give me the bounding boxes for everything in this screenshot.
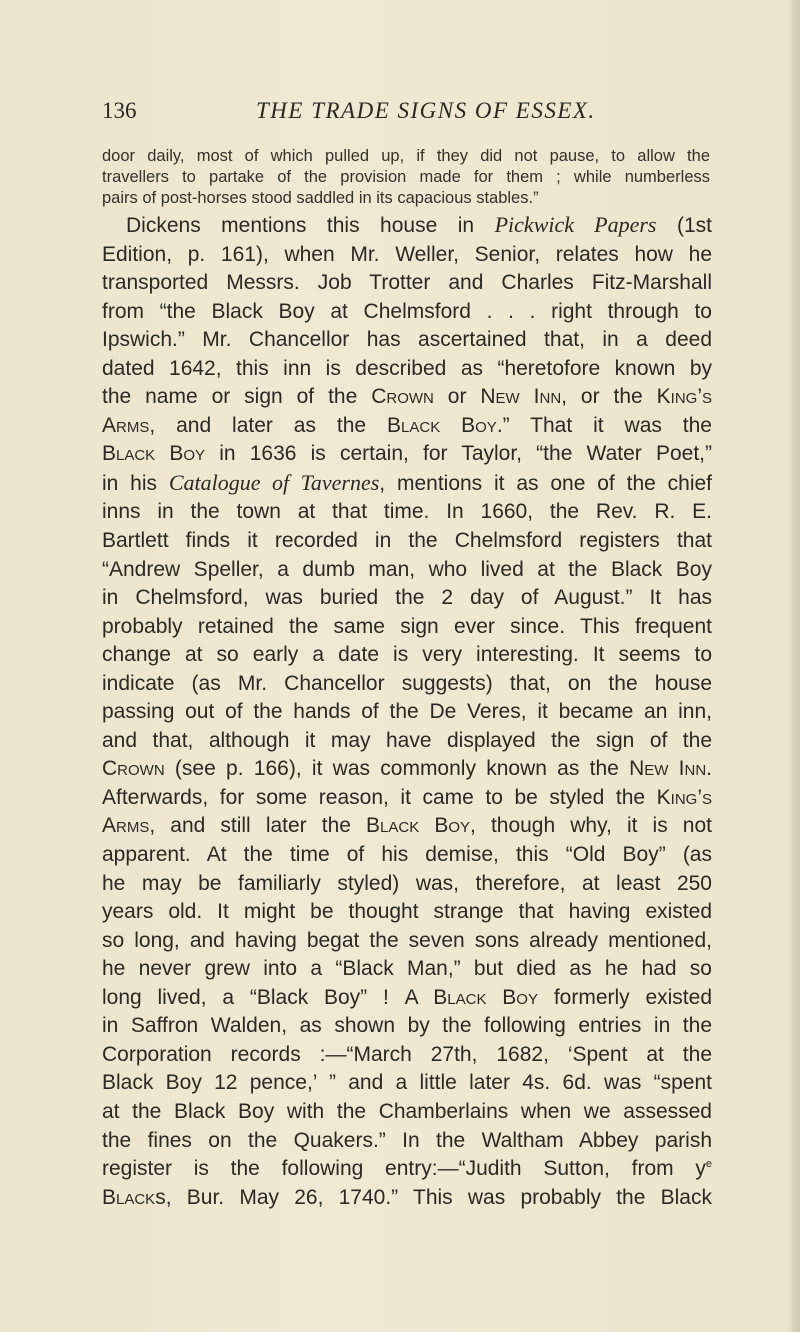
quote-line: pairs of post-horses stood saddled in its capacious stables.” <box>102 189 539 207</box>
text-line: Ipswich.” Mr. Chancellor has ascertained that, in a deed <box>102 328 712 352</box>
text-line: register is the following entry:—“Judith Sutton, from $y^e$ <box>102 1157 712 1181</box>
text-line: Black Boy in 1636 is certain, for Taylor, “the Water Poet,” <box>102 442 712 466</box>
text-line: in Chelmsford, was buried the 2 day of August.” It has <box>102 586 712 610</box>
text-line: Edition, p. 161), when Mr. Weller, Senior, relates how he <box>102 242 712 266</box>
text-line: passing out of the hands of the De Veres, it became an inn, <box>102 700 712 724</box>
text-line: transported Messrs. Job Trotter and Charles Fitz-Marshall <box>102 271 712 295</box>
text-line: in Saffron Walden, as shown by the following entries in the <box>102 1014 712 1038</box>
text-line: dated 1642, this inn is described as “heretofore known by <box>102 356 712 380</box>
text-line: the fines on the Quakers.” In the Waltham Abbey parish <box>102 1128 712 1152</box>
page-number: 136 <box>102 98 137 123</box>
text-line: long lived, a “Black Boy” ! A Black Boy formerly existed <box>102 985 713 1009</box>
text-line: inns in the town at that time. In 1660, the Rev. R. E. <box>102 500 712 524</box>
page-edge-shadow <box>786 0 800 1332</box>
text-line: Corporation records :—“March 27th, 1682, ‘Spent at the <box>102 1042 712 1066</box>
text-line: Crown (see p. 166), it was commonly known as the New Inn. <box>102 757 712 781</box>
text-line: “Andrew Speller, a dumb man, who lived at the Black Boy <box>102 557 712 581</box>
page-header <box>102 98 702 130</box>
text-line: he never grew into a “Black Man,” but died as he had so <box>102 957 712 981</box>
text-line: Dickens mentions this house in Pickwick Papers (1st <box>126 212 712 237</box>
text-line: at the Black Boy with the Chamberlains when we assessed <box>102 1099 712 1123</box>
text-line: and that, although it may have displayed the sign of the <box>102 728 712 752</box>
text-line: change at so early a date is very interesting. It seems to <box>102 643 712 667</box>
text-line: years old. It might be thought strange that having existed <box>102 900 712 924</box>
text-line: apparent. At the time of his demise, this “Old Boy” (as <box>102 843 712 867</box>
text-line: the name or sign of the Crown or New Inn, or the King’s <box>102 385 712 409</box>
text-line: Arms, and still later the Black Boy, though why, it is not <box>102 814 713 838</box>
text-line: probably retained the same sign ever since. This frequent <box>102 614 712 638</box>
running-title: THE TRADE SIGNS OF ESSEX. <box>256 98 596 123</box>
text-line: Black Boy 12 pence,’ ” and a little later 4s. 6d. was “spent <box>102 1071 712 1095</box>
text-line: Blacks, Bur. May 26, 1740.” This was probably the Black <box>102 1185 712 1209</box>
quote-line: travellers to partake of the provision made for them ; while numberless <box>102 168 710 186</box>
text-line: so long, and having begat the seven sons already mentioned, <box>102 928 712 952</box>
text-line: in his Catalogue of Tavernes, mentions it as one of the chief <box>102 469 712 495</box>
text-line: Afterwards, for some reason, it came to be styled the King’s <box>102 785 712 809</box>
text-line: Arms, and later as the Black Boy.” That it was the <box>102 413 712 437</box>
main-paragraph <box>102 211 712 1212</box>
text-line: from “the Black Boy at Chelmsford . . . right through to <box>102 299 712 323</box>
quoted-paragraph <box>102 146 710 209</box>
text-line: he may be familiarly styled) was, therefore, at least 250 <box>102 871 712 895</box>
quote-line: door daily, most of which pulled up, if they did not pause, to allow the <box>102 147 710 165</box>
text-line: indicate (as Mr. Chancellor suggests) that, on the house <box>102 671 712 695</box>
text-line: Bartlett finds it recorded in the Chelmsford registers that <box>102 529 712 553</box>
